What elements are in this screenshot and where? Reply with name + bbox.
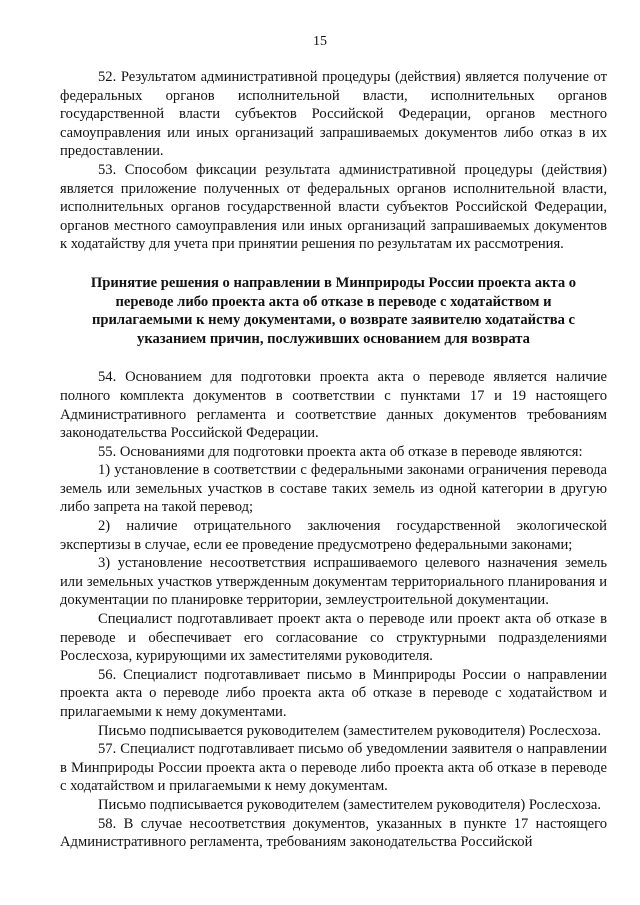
section-heading: Принятие решения о направлении в Минприроды России проекта акта о переводе либо проекта акта об отказе в переводе с ходатайством и прилагаемыми к нему документами, о возврате заявителю ходатайства с указанием причин, послуживших основанием для возврата xyxy=(90,274,577,347)
page-number: 15 xyxy=(313,34,327,49)
paragraph-letter-signed-1: Письмо подписывается руководителем (заместителем руководителя) Рослесхоза. xyxy=(98,722,602,739)
paragraph-54: 54. Основанием для подготовки проекта акта о переводе является наличие полного комплекта документов в соответствии с пунктами 17 и 19 настоящего Административного регламента и соответствие данных документов требованиям законодательства Российской Федерации. xyxy=(60,369,607,442)
paragraph-57: 57. Специалист подготавливает письмо об уведомлении заявителя о направлении в Минприроды России проекта акта о переводе либо проекта акта об отказе в переводе с ходатайством и прилагаемыми к нему документам. xyxy=(60,741,607,795)
list-item-1: 1) установление в соответствии с федеральными законами ограничения перевода земель или земельных участков в составе таких земель из одной категории в другую либо запрета на такой перевод; xyxy=(60,462,607,516)
paragraph-53: 53. Способом фиксации результата административной процедуры (действия) является приложение полученных от федеральных органов исполнительной власти, исполнительных органов государственной власти субъектов Российской Федерации, органов местного самоуправления или иных организаций запрашиваемых документов к ходатайству для учета при принятии решения по результатам их рассмотрения. xyxy=(60,161,607,253)
paragraph-55: 55. Основаниями для подготовки проекта акта об отказе в переводе являются: xyxy=(98,443,583,460)
document-body xyxy=(60,68,607,852)
paragraph-letter-signed-2: Письмо подписывается руководителем (заместителем руководителя) Рослесхоза. xyxy=(98,796,602,813)
list-item-3: 3) установление несоответствия испрашиваемого целевого назначения земель или земельных участков утвержденным документам территориального планирования и документации по планировке территории, землеустроительной документации. xyxy=(60,555,607,609)
paragraph-52: 52. Результатом административной процедуры (действия) является получение от федеральных органов исполнительной власти, исполнительных органов государственной власти субъектов Российской Федерации, органов местного самоуправления или иных организаций запрашиваемых документов либо отказ в их предоставлении. xyxy=(60,69,607,160)
paragraph-specialist-prepares: Специалист подготавливает проект акта о переводе или проект акта об отказе в переводе и обеспечивает его согласование со структурными подразделениями Рослесхоза, курирующими их заместителями руководителя. xyxy=(60,611,607,665)
paragraph-56: 56. Специалист подготавливает письмо в Минприроды России о направлении проекта акта о переводе либо проекта акта об отказе в переводе с ходатайством и прилагаемыми к нему документами. xyxy=(60,666,607,720)
paragraph-58: 58. В случае несоответствия документов, указанных в пункте 17 настоящего Административного регламента, требованиям законодательства Российской xyxy=(60,815,607,851)
list-item-2: 2) наличие отрицательного заключения государственной экологической экспертизы в случае, если ее проведение предусмотрено федеральными законами; xyxy=(60,518,607,553)
